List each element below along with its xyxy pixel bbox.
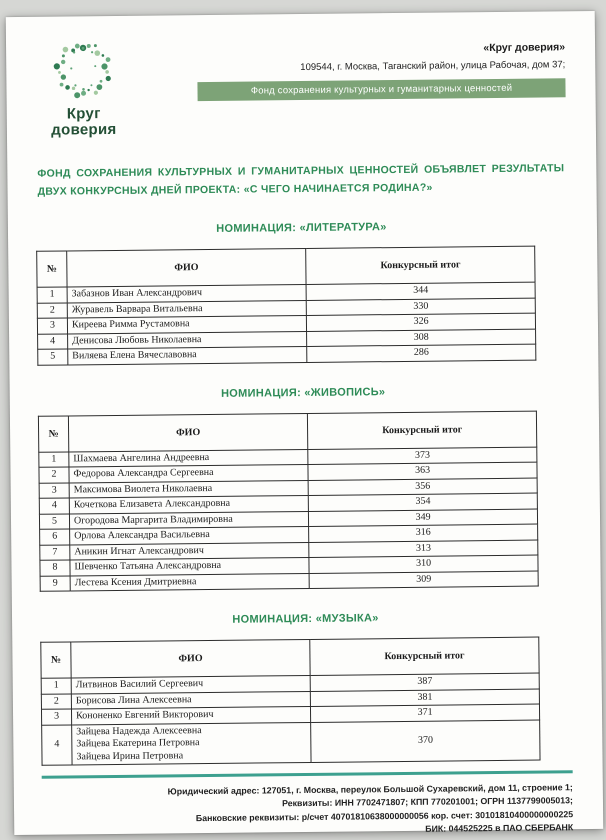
cell-score: 370 (311, 720, 540, 763)
cell-number: 5 (39, 514, 69, 530)
cell-number: 2 (37, 303, 67, 319)
cell-score: 286 (307, 344, 536, 362)
logo-dotted-circle-icon (48, 34, 119, 105)
cell-name: Огородова Маргарита Владимировна (69, 511, 308, 529)
column-header: ФИО (71, 640, 310, 679)
column-header: Конкурсный итог (307, 411, 536, 449)
cell-score: 330 (306, 298, 535, 316)
column-header: Конкурсный итог (306, 246, 535, 284)
document-footer (42, 760, 574, 839)
cell-name: Лестева Ксения Дмитриевна (70, 573, 309, 591)
cell-score: 310 (309, 555, 538, 573)
column-header: № (37, 251, 67, 287)
cell-name: Шахмаева Ангелина Андреевна (69, 449, 308, 467)
table-row (42, 720, 541, 766)
nomination-section (36, 219, 568, 365)
cell-name: Литвинов Василий Сергеевич (71, 676, 310, 694)
cell-number: 4 (38, 334, 68, 350)
results-tables (36, 195, 573, 766)
cell-name: Журавель Варвара Витальевна (67, 300, 306, 318)
table-header-row (41, 637, 539, 678)
cell-name: Зайцева Надежда Алексеевна Зайцева Екатерина Петровна Зайцева Ирина Петровна (72, 722, 312, 765)
column-header: № (41, 642, 71, 678)
cell-name: Кочеткова Елизавета Александровна (69, 496, 308, 514)
cell-number: 4 (39, 498, 69, 514)
cell-score: 309 (309, 571, 538, 589)
footer-legal-address: Юридический адрес: 127051, г. Москва, переулок Большой Сухаревский, дом 11, строение 1; (167, 782, 573, 797)
cell-score: 313 (309, 540, 538, 558)
footer-requisites (42, 781, 574, 839)
cell-score: 308 (307, 329, 536, 347)
cell-number: 3 (37, 318, 67, 334)
column-header: ФИО (68, 413, 307, 452)
org-address: 109544, г. Москва, Таганский район, улица Рабочая, дом 37; (300, 59, 566, 74)
cell-name: Кононенко Евгений Викторович (71, 707, 310, 725)
org-banner: Фонд сохранения культурных и гуманитарных ценностей (197, 78, 565, 101)
table-header-row (37, 246, 535, 287)
cell-number: 3 (41, 709, 71, 725)
nomination-section (40, 610, 573, 766)
results-table (40, 637, 540, 766)
header-divider (35, 143, 566, 149)
cell-name: Шевченко Татьяна Александровна (70, 558, 309, 576)
cell-name: Аникин Игнат Александрович (70, 542, 309, 560)
cell-number: 3 (39, 483, 69, 499)
table-header-row (38, 411, 536, 452)
footer-bank-requisites: Банковские реквизиты: р/счет 40701810638000000056 кор. счет: 30101810400000000225 (195, 808, 574, 823)
cell-name: Денисова Любовь Николаевна (68, 331, 307, 349)
logo (38, 34, 129, 138)
cell-number: 8 (40, 560, 70, 576)
results-table (38, 410, 539, 592)
cell-name: Киреева Римма Рустамовна (67, 316, 306, 334)
nomination-section (38, 384, 571, 592)
cell-name: Забазнов Иван Александрович (67, 285, 306, 303)
column-header: ФИО (67, 249, 306, 288)
nomination-title: НОМИНАЦИЯ: «МУЗЫКА» (232, 612, 379, 627)
cell-score: 326 (306, 313, 535, 331)
logo-wordmark (39, 106, 129, 138)
document-header (34, 29, 566, 138)
cell-score: 354 (308, 493, 537, 511)
cell-score: 387 (310, 673, 539, 691)
cell-name: Орлова Александра Васильевна (70, 527, 309, 545)
cell-score: 316 (309, 524, 538, 542)
column-header: № (38, 416, 68, 452)
header-contact-block (197, 41, 566, 101)
cell-number: 5 (38, 349, 68, 365)
cell-score: 373 (308, 447, 537, 465)
cell-number: 9 (40, 576, 70, 592)
cell-number: 1 (39, 452, 69, 468)
nomination-title: НОМИНАЦИЯ: «ЖИВОПИСЬ» (220, 385, 386, 400)
cell-score: 349 (309, 509, 538, 527)
announcement-text: ФОНД СОХРАНЕНИЯ КУЛЬТУРНЫХ И ГУМАНИТАРНЫХ ЦЕННОСТЕЙ ОБЪЯВЛЕТ РЕЗУЛЬТАТЫ ДВУХ КОНКУРСНЫХ ДНЕЙ ПРОЕКТА: «С ЧЕГО НАЧИНАЕТСЯ РОДИНА?» (37, 161, 565, 198)
cell-name: Виляева Елена Вячеславовна (68, 347, 307, 365)
cell-score: 371 (311, 704, 540, 722)
column-header: Конкурсный итог (310, 637, 539, 675)
cell-number: 2 (41, 694, 71, 710)
logo-wordmark-line1: Круг (66, 105, 101, 123)
cell-score: 381 (310, 689, 539, 707)
cell-number: 4 (42, 725, 72, 766)
document-page (6, 11, 604, 835)
footer-requisites-line: Реквизиты: ИНН 7702471807; КПП 770201001; ОГРН 1137799005013; (282, 795, 574, 809)
cell-number: 1 (41, 678, 71, 694)
footer-bik-line: БИК: 044525225 в ПАО СБЕРБАНК (425, 822, 574, 834)
cell-name: Максимова Виолета Николаевна (69, 480, 308, 498)
nomination-title: НОМИНАЦИЯ: «ЛИТЕРАТУРА» (216, 221, 387, 236)
cell-name: Борисова Лина Алексеевна (71, 691, 310, 709)
cell-number: 1 (37, 287, 67, 303)
footer-divider (42, 770, 573, 779)
org-name: «Круг доверия» (483, 41, 566, 55)
cell-score: 363 (308, 462, 537, 480)
logo-wordmark-line2: доверия (51, 120, 117, 139)
cell-number: 2 (39, 467, 69, 483)
results-table (36, 246, 536, 366)
cell-score: 356 (308, 478, 537, 496)
cell-score: 344 (306, 282, 535, 300)
cell-number: 6 (40, 529, 70, 545)
cell-name: Федорова Александра Сергеевна (69, 465, 308, 483)
cell-number: 7 (40, 545, 70, 561)
